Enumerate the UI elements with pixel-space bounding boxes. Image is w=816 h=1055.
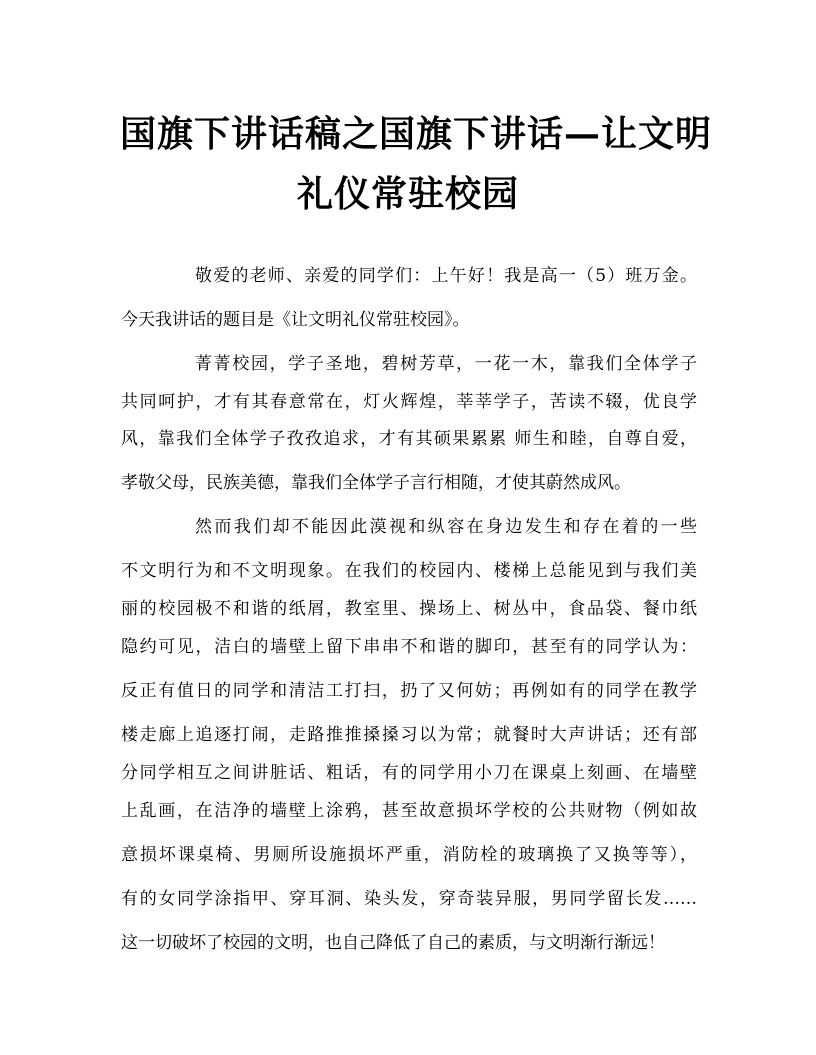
paragraph-1-line-1: 敬爱的老师、亲爱的同学们：上午好！我是高一（5）班万金。 bbox=[195, 266, 697, 286]
paragraph-3-line-7: 分同学相互之间讲脏话、粗话，有的同学用小刀在课桌上刻画、在墙壁 bbox=[121, 763, 697, 783]
paragraph-3-line-10: 有的女同学涂指甲、穿耳洞、染头发，穿奇装异服，男同学留长发…… bbox=[121, 889, 697, 909]
paragraph-3-line-2: 不文明行为和不文明现象。在我们的校园内、楼梯上总能见到与我们美 bbox=[121, 561, 697, 581]
paragraph-1-line-2: 今天我讲话的题目是《让文明礼仪常驻校园》。 bbox=[121, 310, 470, 330]
paragraph-2-line-4: 孝敬父母，民族美德，靠我们全体学子言行相随，才使其蔚然成风。 bbox=[121, 473, 631, 493]
paragraph-3-line-3: 丽的校园极不和谐的纸屑，教室里、操场上、树丛中，食品袋、餐巾纸 bbox=[121, 599, 697, 619]
paragraph-3-line-9: 意损坏课桌椅、男厕所设施损坏严重，消防栓的玻璃换了又换等等）， bbox=[121, 845, 697, 865]
paragraph-3-line-1: 然而我们却不能因此漠视和纵容在身边发生和存在着的一些 bbox=[195, 517, 697, 537]
paragraph-2-line-1: 菁菁校园，学子圣地，碧树芳草，一花一木，靠我们全体学子 bbox=[195, 354, 697, 374]
paragraph-3-line-5: 反正有值日的同学和清洁工打扫，扔了又何妨；再例如有的同学在教学 bbox=[121, 681, 697, 701]
paragraph-3-line-8: 上乱画，在洁净的墙壁上涂鸦，甚至故意损坏学校的公共财物（例如故 bbox=[121, 801, 697, 821]
paragraph-3-line-6: 楼走廊上追逐打闹，走路推推搡搡习以为常；就餐时大声讲话；还有部 bbox=[121, 725, 697, 745]
paragraph-3-line-4: 隐约可见，洁白的墙壁上留下串串不和谐的脚印，甚至有的同学认为： bbox=[121, 637, 697, 657]
paragraph-2-line-3: 风，靠我们全体学子孜孜追求，才有其硕果累累 师生和睦，自尊自爱， bbox=[121, 429, 697, 449]
paragraph-3-line-11: 这一切破坏了校园的文明，也自己降低了自己的素质，与文明渐行渐远！ bbox=[121, 933, 665, 953]
paragraph-2-line-2: 共同呵护，才有其春意常在，灯火辉煌，莘莘学子，苦读不辍，优良学 bbox=[121, 392, 697, 412]
document-title-line-1: 国旗下讲话稿之国旗下讲话—让文明 bbox=[120, 113, 713, 155]
document-title-line-2: 礼仪常驻校园 bbox=[296, 173, 519, 215]
